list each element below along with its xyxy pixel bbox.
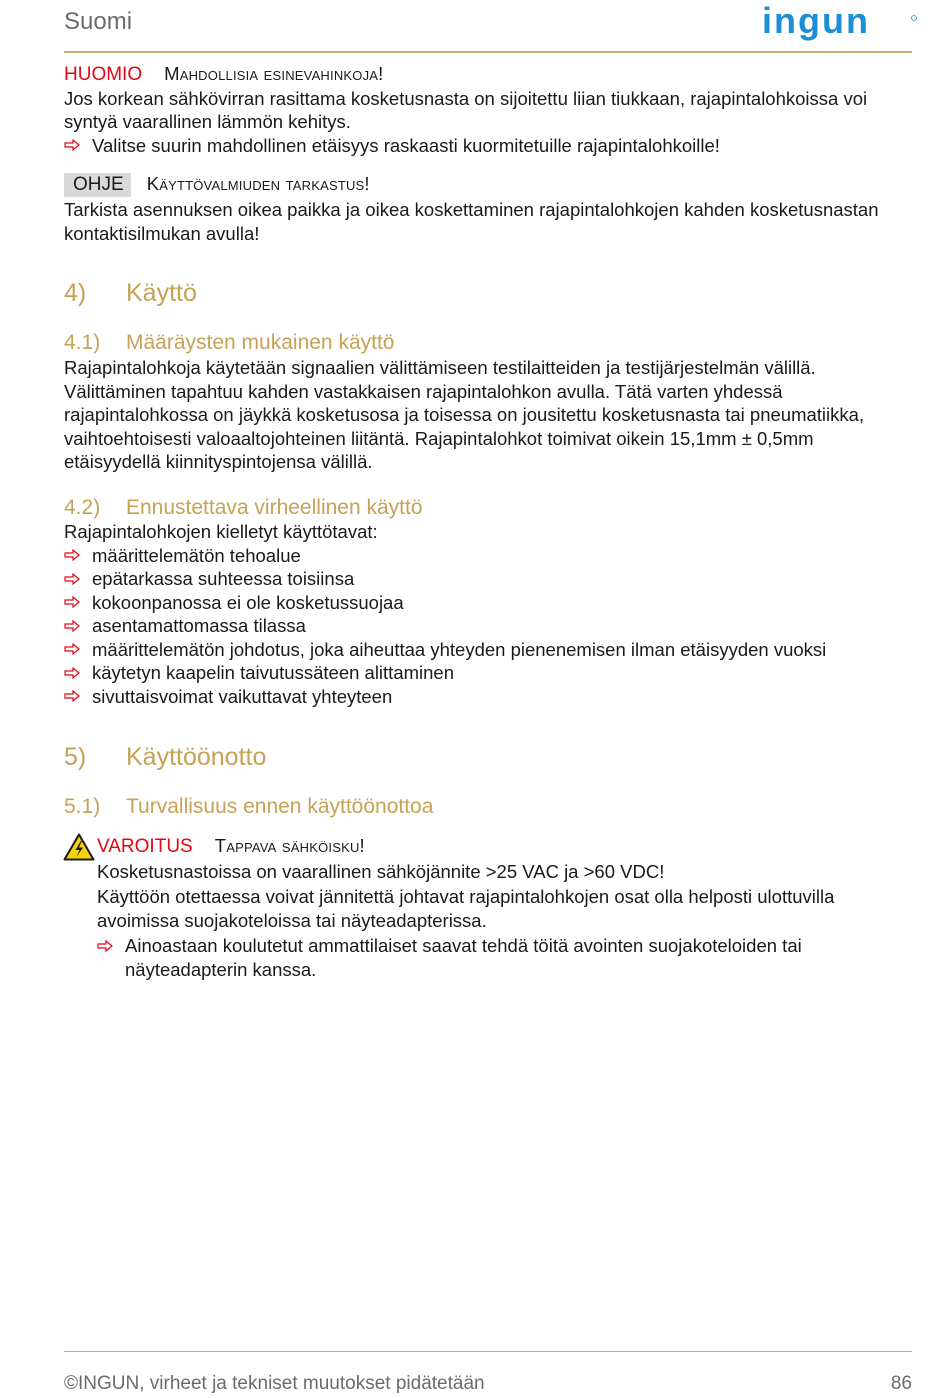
notice-title: Mahdollisia esinevahinkoja! [164, 63, 384, 84]
section-5-1-heading [64, 794, 433, 820]
list-item [64, 567, 914, 591]
warning-instruction [97, 934, 915, 981]
header-rule [64, 51, 912, 53]
section-4-2-body [64, 520, 914, 708]
logo-text: ingun [762, 5, 870, 41]
ingun-logo [762, 5, 918, 45]
section-4-number: 4) [64, 279, 87, 307]
notice-keyword: HUOMIO [64, 64, 143, 85]
warning-text-1: Kosketusnastoissa on vaarallinen sähköjännite >25 VAC ja >60 VDC! [97, 860, 665, 882]
note-keyword: OHJE [64, 173, 131, 197]
warning-block [97, 834, 915, 981]
arrow-right-icon [64, 614, 92, 637]
footer-rule [64, 1351, 912, 1352]
arrow-right-icon [64, 544, 92, 567]
footer-copyright: ©INGUN, virheet ja tekniset muutokset pidätetään [64, 1373, 485, 1394]
section-4-1-text: Rajapintalohkoja käytetään signaalien välittämiseen testilaitteiden ja testijärjestelmän välillä. Välittäminen tapahtuu kahden vastakkaisen rajapintalohkon avulla. Tätä varten yhdessä rajapintalohkossa on jäykkä kosketusosa ja toisessa on jousitettu kosketusnasta tai pneumatiikka, vaihtoehtoisesti valoaaltojohteinen liitäntä. Rajapintalohkot toimivat oikein 15,1mm ± 0,5mm etäisyydellä kiinnityspintojensa välillä. [64, 357, 865, 472]
list-item [64, 544, 914, 568]
notice-heading [64, 62, 914, 87]
notice-text: Jos korkean sähkövirran rasittama kosketusnasta on sijoitettu liian tiukkaan, rajapintalohkoissa voi syntyä vaarallinen lämmön kehitys. [64, 87, 868, 132]
section-4-heading [64, 278, 197, 308]
notice-instruction-text: Valitse suurin mahdollinen etäisyys raskaasti kuormitetuille rajapintalohkoille! [92, 134, 720, 156]
list-item-text: asentamattomassa tilassa [92, 615, 306, 636]
warning-text-2: Käyttöön otettaessa voivat jännitettä johtavat rajapintalohkojen osat olla helposti ulottuvilla avoimissa suojakoteloissa tai näyteadapterissa. [97, 886, 835, 931]
section-4-1-title: Määräysten mukainen käyttö [126, 331, 395, 354]
list-item [64, 591, 914, 615]
notice-block [64, 62, 914, 157]
arrow-right-icon [64, 685, 92, 708]
section-4-1-heading [64, 330, 394, 356]
arrow-right-icon [64, 638, 92, 661]
warning-keyword: VAROITUS [97, 836, 193, 857]
warning-title: Tappava sähköisku! [214, 835, 365, 856]
list-item-text: epätarkassa suhteessa toisiinsa [92, 568, 355, 589]
section-4-2-heading [64, 495, 423, 521]
list-item-text: määrittelemätön johdotus, joka aiheuttaa yhteyden pienenemisen ilman etäisyyden vuoksi [92, 638, 827, 660]
section-4-1-number: 4.1) [64, 331, 101, 354]
notice-instruction [64, 134, 914, 158]
arrow-right-icon [64, 591, 92, 614]
section-4-2-title: Ennustettava virheellinen käyttö [126, 496, 423, 519]
list-item-text: käytetyn kaapelin taivutussäteen alittaminen [92, 662, 454, 683]
section-5-number: 5) [64, 743, 87, 771]
note-text: Tarkista asennuksen oikea paikka ja oikea koskettaminen rajapintalohkojen kahden kosketusnastan kontaktisilmukan avulla! [64, 199, 879, 244]
footer-page-number: 86 [890, 1373, 912, 1394]
section-4-2-intro: Rajapintalohkojen kielletyt käyttötavat: [64, 521, 378, 542]
warning-triangle-icon [63, 833, 95, 861]
list-item-text: sivuttaisvoimat vaikuttavat yhteyteen [92, 685, 393, 707]
warning-heading [97, 834, 915, 859]
header-language: Suomi [64, 8, 133, 35]
section-5-title: Käyttöönotto [126, 743, 267, 771]
note-heading [64, 172, 914, 197]
section-4-title: Käyttö [126, 279, 197, 307]
list-item [64, 685, 914, 709]
arrow-right-icon [64, 567, 92, 590]
section-5-1-number: 5.1) [64, 795, 101, 818]
list-item [64, 661, 914, 685]
arrow-right-icon [97, 934, 125, 957]
list-item-text: määrittelemätön tehoalue [92, 544, 301, 566]
section-4-1-body [64, 356, 914, 474]
warning-instruction-text: Ainoastaan koulutetut ammattilaiset saavat tehdä töitä avointen suojakoteloiden tai näyteadapterin kanssa. [125, 935, 802, 980]
note-block [64, 172, 914, 245]
arrow-right-icon [64, 134, 92, 157]
list-item-text: kokoonpanossa ei ole kosketussuojaa [92, 591, 404, 613]
list-item [64, 638, 914, 662]
section-4-2-number: 4.2) [64, 496, 101, 519]
note-title: Käyttövalmiuden tarkastus! [146, 173, 370, 194]
misuse-list [64, 544, 914, 709]
arrow-right-icon [64, 661, 92, 684]
list-item [64, 614, 914, 638]
section-5-1-title: Turvallisuus ennen käyttöönottoa [126, 795, 434, 818]
section-5-heading [64, 742, 266, 772]
